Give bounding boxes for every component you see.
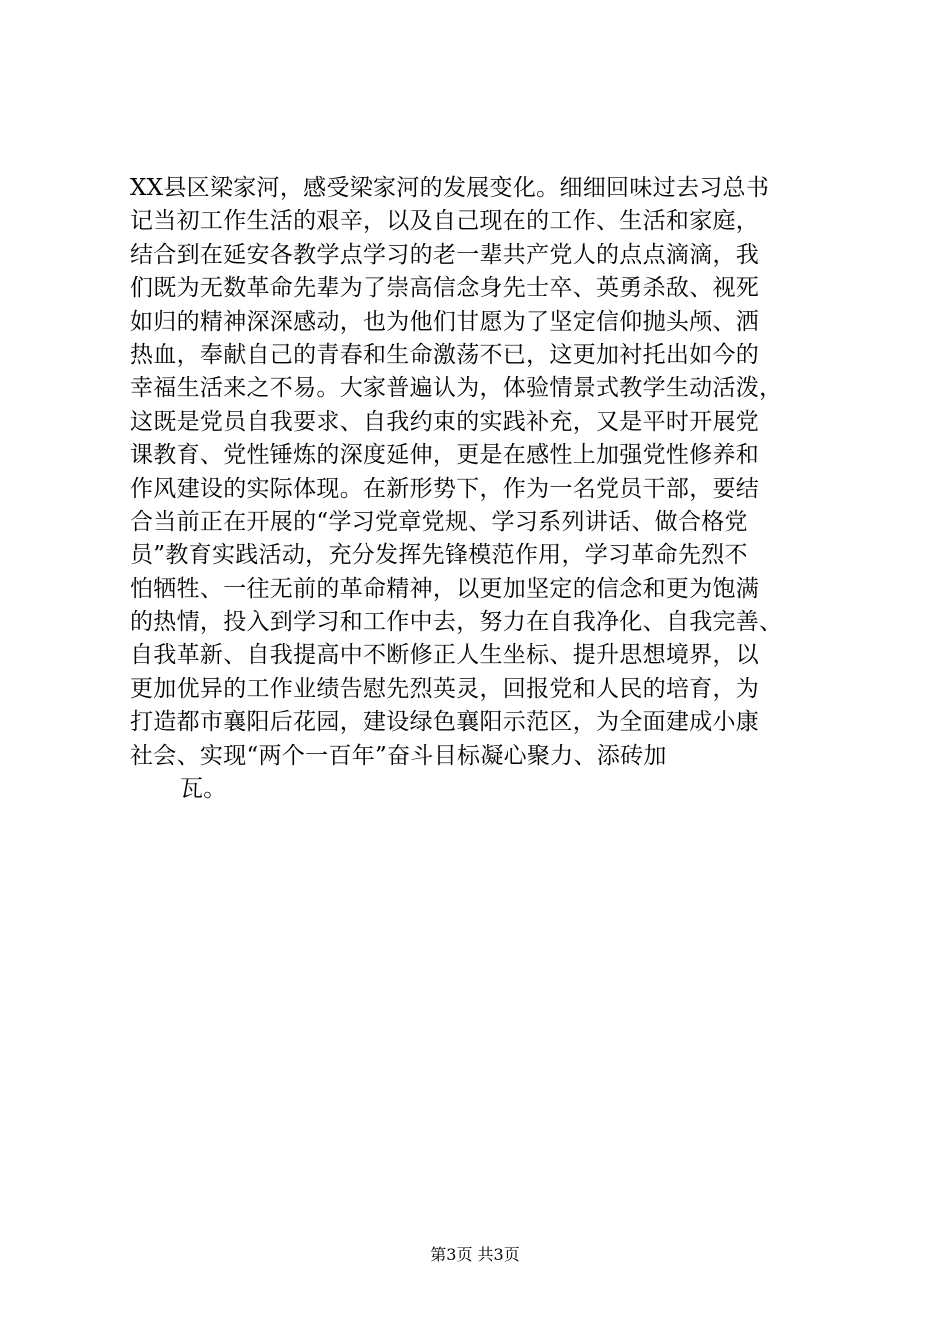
page-number-footer: 第3页 共3页 (430, 1245, 520, 1264)
text-line: 热血，奉献自己的青春和生命激荡不已，这更加衬托出如今的 (130, 341, 760, 368)
text-line: 结合到在延安各教学点学习的老一辈共产党人的点点滴滴，我 (130, 241, 760, 268)
text-line: 这既是党员自我要求、自我约束的实践补充，又是平时开展党 (130, 408, 760, 435)
body-paragraph (130, 172, 850, 806)
text-line: 合当前正在开展的“学习党章党规、学习系列讲话、做合格党 (130, 508, 748, 535)
text-line: 作风建设的实际体现。在新形势下，作为一名党员干部，要结 (130, 475, 760, 502)
text-line: 的热情，投入到学习和工作中去，努力在自我净化、自我完善、 (130, 609, 783, 636)
text-line: XX县区梁家河，感受梁家河的发展变化。细细回味过去习总书 (130, 175, 770, 201)
text-line-last: 瓦。 (180, 776, 227, 803)
text-line: 们既为无数革命先辈为了崇高信念身先士卒、英勇杀敌、视死 (130, 275, 760, 302)
text-line: 幸福生活来之不易。大家普遍认为，体验情景式教学生动活泼， (130, 375, 783, 402)
text-line: 记当初工作生活的艰辛，以及自己现在的工作、生活和家庭， (130, 208, 760, 235)
text-line: 员”教育实践活动，充分发挥先锋模范作用，学习革命先烈不 (130, 542, 748, 569)
text-line: 怕牺牲、一往无前的革命精神，以更加坚定的信念和更为饱满 (130, 575, 760, 602)
text-line: 打造都市襄阳后花园，建设绿色襄阳示范区，为全面建成小康 (130, 709, 760, 736)
text-line: 自我革新、自我提高中不断修正人生坐标、提升思想境界，以 (130, 642, 760, 669)
text-line: 社会、实现“两个一百年”奋斗目标凝心聚力、添砖加 (130, 742, 667, 769)
text-line: 更加优异的工作业绩告慰先烈英灵，回报党和人民的培育，为 (130, 675, 760, 702)
text-line: 课教育、党性锤炼的深度延伸，更是在感性上加强党性修养和 (130, 442, 760, 469)
text-line: 如归的精神深深感动，也为他们甘愿为了坚定信仰抛头颅、洒 (130, 308, 760, 335)
